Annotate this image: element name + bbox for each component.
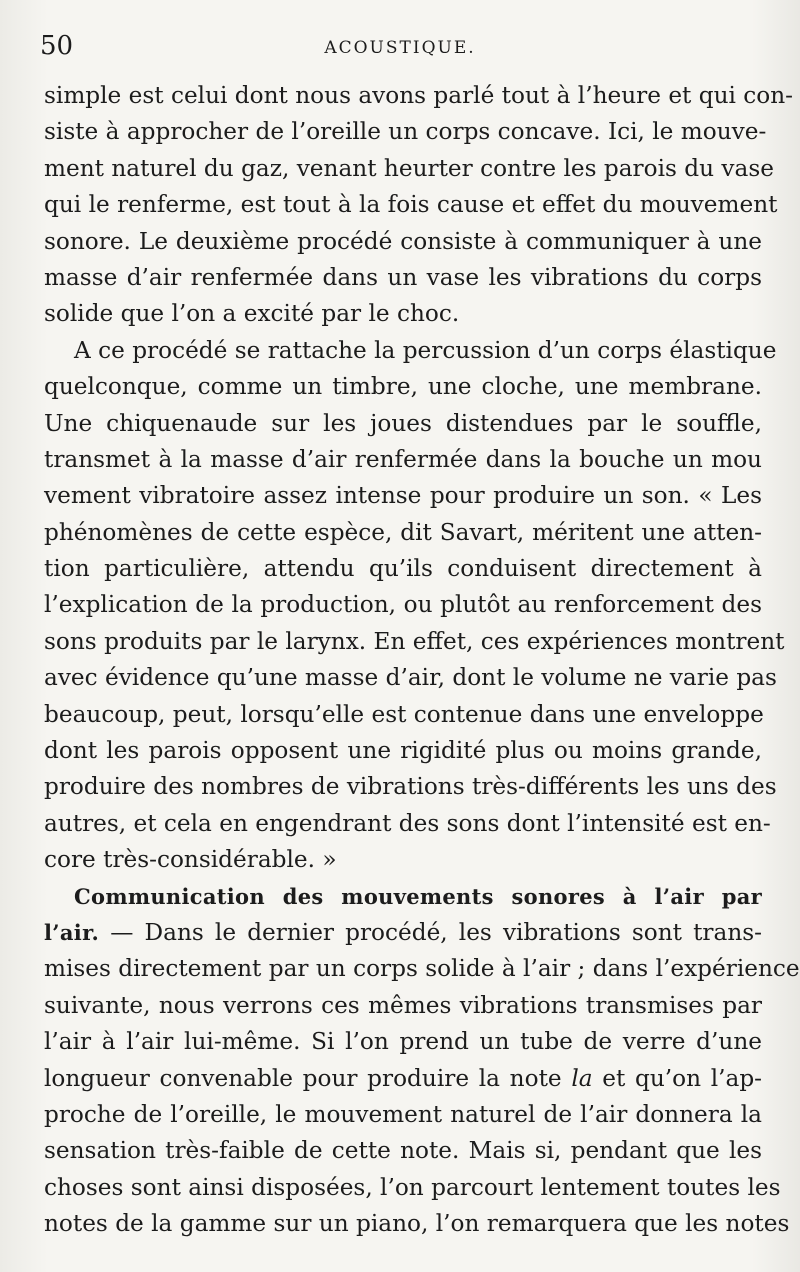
text-line: Une chiquenaude sur les joues distendues par le souffle, [44,409,762,437]
body-text [44,78,800,1243]
text-line: l’explication de la production, ou plutôt au renforcement des [44,591,762,619]
text-line: l’air à l’air lui-même. Si l’on prend un tube de verre d’une [44,1028,762,1056]
text-line: quelconque, comme un timbre, une cloche, une membrane. [44,373,762,401]
text-line: vement vibratoire assez intense pour produire un son. « Les [44,482,762,510]
running-head: ACOUSTIQUE. [324,38,476,58]
text-line: phénomènes de cette espèce, dit Savart, méritent une atten- [44,518,762,546]
text-line: sonore. Le deuxième procédé consiste à communiquer à une [44,227,762,255]
text-line: choses sont ainsi disposées, l’on parcourt lentement toutes les [44,1173,781,1201]
page-number: 50 [40,31,74,61]
paragraph-3 [44,879,800,1243]
text-run: — Dans le dernier procédé, les vibrations sont trans- [99,918,762,946]
paragraph-2 [44,333,785,879]
text-line: simple est celui dont nous avons parlé tout à l’heure et qui con- [44,82,794,109]
text-line: mises directement par un corps solide à l’air ; dans l’expérience [44,955,800,983]
text-line [44,915,762,951]
text-line: autres, et cela en engendrant des sons dont l’intensité est en- [44,809,771,837]
section-heading-end: l’air. [44,919,100,945]
text-line: notes de la gamme sur un piano, l’on remarquera que les notes [44,1210,790,1238]
text-line: suivante, nous verrons ces mêmes vibrations transmises par [44,991,762,1019]
text-line: core très-considérable. » [44,846,337,874]
paragraph-1 [44,78,794,333]
text-line: avec évidence qu’une masse d’air, dont le volume ne varie pas [44,664,777,692]
section-heading: Communication des mouvements sonores à l’air par [74,883,762,909]
italic-note-name: la [571,1064,593,1092]
text-line: solide que l’on a excité par le choc. [44,300,460,328]
text-line: tion particulière, attendu qu’ils conduisent directement à [44,555,762,583]
text-line: ment naturel du gaz, venant heurter contre les parois du vase [44,154,774,182]
text-line: produire des nombres de vibrations très-différents les uns des [44,773,777,801]
text-line: qui le renferme, est tout à la fois cause et effet du mouvement [44,191,778,219]
text-line: beaucoup, peut, lorsqu’elle est contenue dans une enveloppe [44,700,764,728]
text-line: longueur convenable pour produire la note la et qu’on l’ap- [44,1064,763,1092]
text-line: sons produits par le larynx. En effet, ces expériences montrent [44,627,785,655]
text-line: A ce procédé se rattache la percussion d’un corps élastique [74,336,777,364]
text-line: dont les parois opposent une rigidité plus ou moins grande, [44,737,762,765]
page-header [40,30,760,62]
text-line: transmet à la masse d’air renfermée dans la bouche un mou [44,445,762,473]
text-line: proche de l’oreille, le mouvement naturel de l’air donnera la [44,1100,762,1128]
text-line: sensation très-faible de cette note. Mais si, pendant que les [44,1137,762,1165]
text-line: masse d’air renfermée dans un vase les vibrations du corps [44,263,762,291]
text-line: siste à approcher de l’oreille un corps concave. Ici, le mouve- [44,118,767,146]
